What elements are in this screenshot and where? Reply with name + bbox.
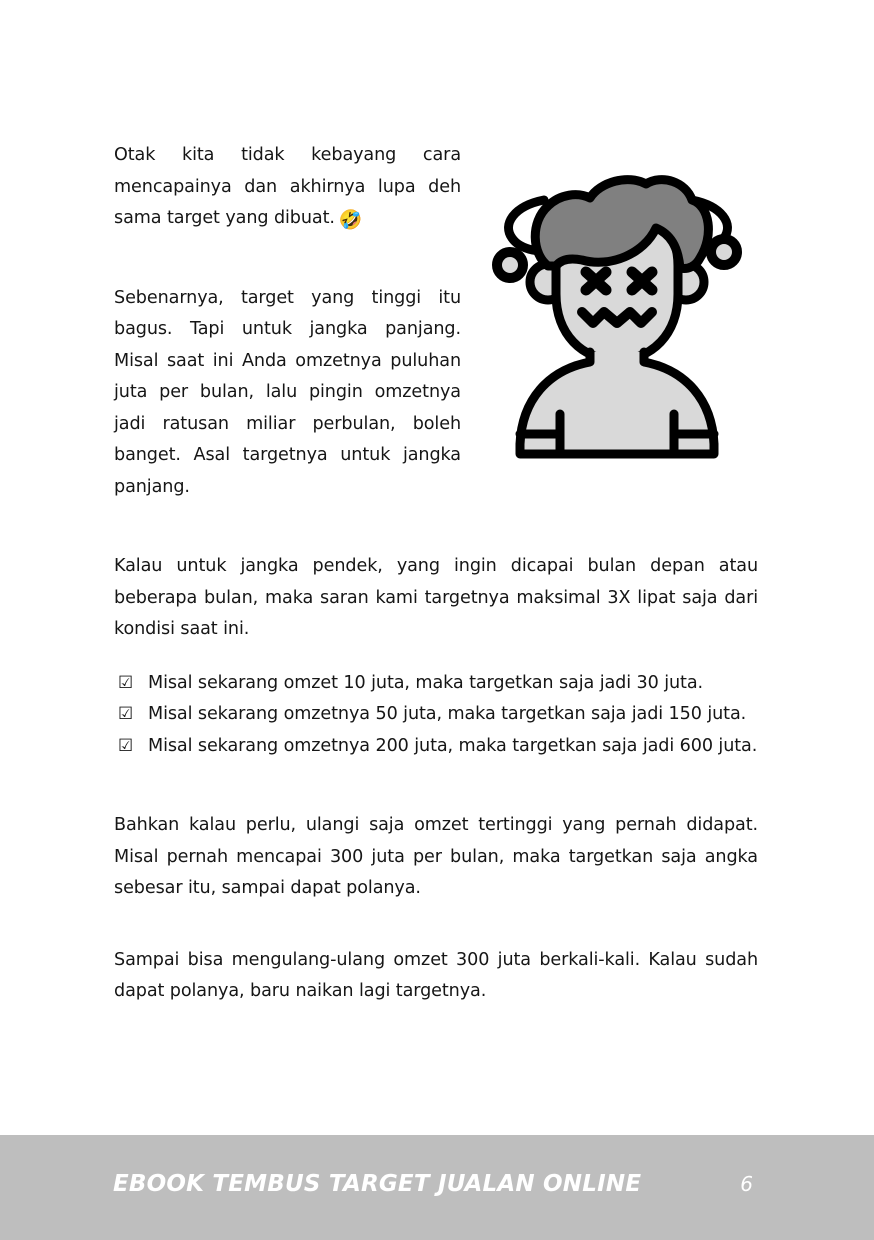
list-item	[114, 668, 758, 700]
check-list	[114, 668, 758, 763]
page-content	[114, 140, 758, 1008]
list-item	[114, 731, 758, 763]
checked-box-icon: ☑	[118, 672, 134, 693]
list-item-label: Misal sekarang omzetnya 200 juta, maka targetkan saja jadi 600 juta.	[148, 735, 758, 756]
page-number: 6	[740, 1172, 753, 1196]
wide-block-1	[114, 551, 758, 646]
paragraph-spacer	[114, 905, 758, 945]
paragraph-4: Bahkan kalau perlu, ulangi saja omzet tertinggi yang pernah didapat. Misal pernah mencapai 300 juta per bulan, maka targetkan saja angka sebesar itu, sampai dapat polanya.	[114, 815, 758, 898]
paragraph-5: Sampai bisa mengulang-ulang omzet 300 juta berkali-kali. Kalau sudah dapat polanya, baru naikan lagi targetnya.	[114, 949, 758, 1001]
checked-box-icon: ☑	[118, 704, 134, 724]
page-footer	[0, 1135, 874, 1240]
list-item-label: Misal sekarang omzetnya 50 juta, maka targetkan saja jadi 150 juta.	[148, 704, 747, 724]
narrow-text-column	[114, 140, 461, 503]
paragraph-1-text: Otak kita tidak kebayang cara mencapainya dan akhirnya lupa deh sama target yang dibuat.	[114, 145, 461, 228]
top-region	[114, 140, 758, 503]
footer-title: EBOOK TEMBUS TARGET JUALAN ONLINE	[113, 1171, 642, 1197]
checked-box-icon: ☑	[118, 735, 134, 756]
paragraph-3: Kalau untuk jangka pendek, yang ingin dicapai bulan depan atau beberapa bulan, maka saran kami targetnya maksimal 3X lipat saja dari kondisi saat ini.	[114, 556, 758, 639]
paragraph-1	[114, 140, 461, 235]
dizzy-person-illustration	[486, 162, 748, 462]
paragraph-spacer	[114, 235, 461, 283]
list-spacer	[114, 646, 758, 668]
section-spacer-1	[114, 503, 758, 551]
list-item-label: Misal sekarang omzet 10 juta, maka targetkan saja jadi 30 juta.	[148, 672, 703, 693]
paragraph-2: Sebenarnya, target yang tinggi itu bagus. Tapi untuk jangka panjang. Misal saat ini Anda omzetnya puluhan juta per bulan, lalu pingin omzetnya jadi ratusan miliar perbulan, boleh banget. Asal targetnya untuk jangka panjang.	[114, 287, 461, 497]
wide-block-2	[114, 810, 758, 1008]
footer-inner	[113, 1171, 761, 1197]
section-spacer-2	[114, 762, 758, 810]
list-item	[114, 699, 758, 731]
rofl-emoji: 🤣	[338, 209, 363, 231]
